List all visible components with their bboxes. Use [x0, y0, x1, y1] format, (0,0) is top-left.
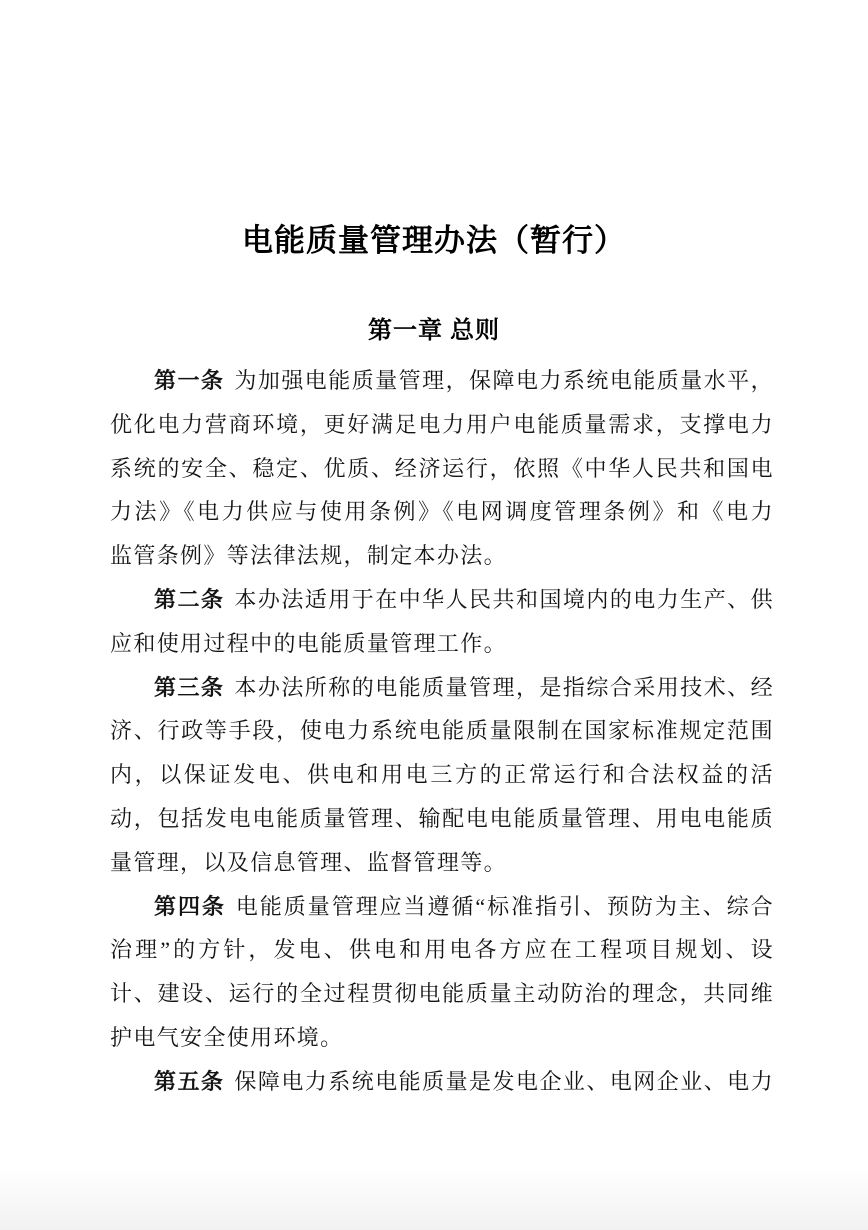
- text-line: [110, 403, 774, 447]
- article-number-label: 第四条: [154, 893, 226, 919]
- line-text: 系统的安全、稳定、优质、经济运行，依照《中华人民共和国电: [110, 455, 774, 481]
- document-body: [110, 359, 774, 1104]
- text-line: [110, 709, 774, 753]
- line-text: 本办法适用于在中华人民共和国境内的电力生产、供: [234, 586, 774, 612]
- line-text: 力法》《电力供应与使用条例》《电网调度管理条例》和《电力: [110, 499, 774, 525]
- text-line: [110, 578, 774, 622]
- article-number-label: 第五条: [154, 1068, 225, 1094]
- text-line: [110, 447, 774, 491]
- text-line: [110, 1060, 774, 1104]
- text-line: [110, 885, 774, 929]
- text-line: [110, 622, 774, 666]
- text-line: [110, 972, 774, 1016]
- line-text: 治理”的方针，发电、供电和用电各方应在工程项目规划、设: [110, 937, 774, 963]
- article-number-label: 第一条: [154, 368, 225, 393]
- chapter-heading: 第一章 总则: [368, 318, 500, 344]
- text-line: [110, 359, 774, 403]
- text-line: [110, 841, 774, 885]
- line-text: 优化电力营商环境，更好满足电力用户电能质量需求，支撑电力: [110, 411, 774, 437]
- text-line: [110, 534, 774, 578]
- text-line: [110, 490, 774, 534]
- line-text: 监管条例》等法律法规，制定本办法。: [110, 543, 507, 569]
- text-line: [110, 666, 774, 710]
- text-line: [110, 797, 774, 841]
- text-line: [110, 928, 774, 972]
- page-bottom-shadow: [0, 1166, 868, 1230]
- line-text: 电能质量管理应当遵循“标准指引、预防为主、综合: [235, 893, 774, 919]
- line-text: 内，以保证发电、供电和用电三方的正常运行和合法权益的活: [110, 762, 774, 788]
- line-text: 计、建设、运行的全过程贯彻电能质量主动防治的理念，共同维: [110, 981, 774, 1007]
- article-number-label: 第二条: [154, 586, 225, 612]
- text-line: [110, 753, 774, 797]
- line-text: 动，包括发电电能质量管理、输配电电能质量管理、用电电能质: [110, 805, 774, 831]
- line-text: 为加强电能质量管理，保障电力系统电能质量水平，: [234, 368, 774, 393]
- line-text: 济、行政等手段，使电力系统电能质量限制在国家标准规定范围: [110, 718, 774, 744]
- article-number-label: 第三条: [154, 674, 225, 700]
- line-text: 护电气安全使用环境。: [110, 1024, 344, 1050]
- document-title: 电能质量管理办法（暂行）: [242, 223, 626, 258]
- line-text: 量管理，以及信息管理、监督管理等。: [110, 849, 507, 875]
- text-line: [110, 1016, 774, 1060]
- line-text: 本办法所称的电能质量管理，是指综合采用技术、经: [234, 674, 774, 700]
- line-text: 应和使用过程中的电能质量管理工作。: [110, 630, 507, 656]
- line-text: 保障电力系统电能质量是发电企业、电网企业、电力: [234, 1068, 774, 1094]
